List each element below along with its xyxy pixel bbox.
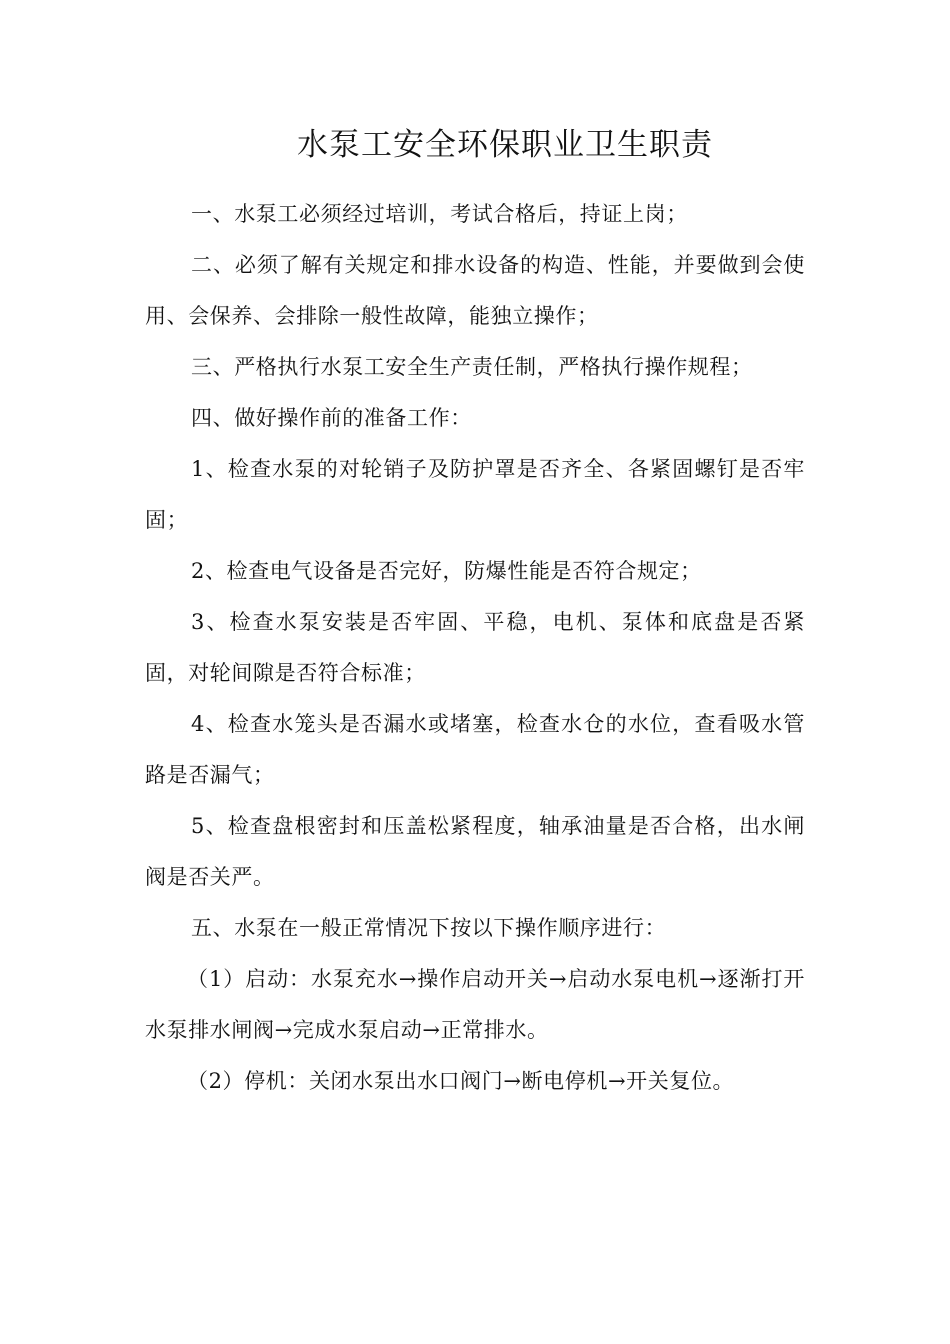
document-body (145, 189, 805, 1107)
paragraph-check-2: 2、检查电气设备是否完好，防爆性能是否符合规定； (191, 559, 702, 583)
paragraph-knowledge: 二、必须了解有关规定和排水设备的构造、性能，并要做到会使用、会保养、会排除一般性故障，能独立操作； (145, 253, 805, 328)
paragraph-check-3: 3、检查水泵安装是否牢固、平稳，电机、泵体和底盘是否紧固，对轮间隙是否符合标准； (145, 610, 805, 685)
paragraph-training: 一、水泵工必须经过培训，考试合格后，持证上岗； (191, 202, 688, 226)
document-title: 水泵工安全环保职业卫生职责 (297, 127, 713, 163)
paragraph-preparation: 四、做好操作前的准备工作： (191, 406, 472, 430)
paragraph-operation-order: 五、水泵在一般正常情况下按以下操作顺序进行： (191, 916, 667, 940)
paragraph-check-4: 4、检查水笼头是否漏水或堵塞，检查水仓的水位，查看吸水管路是否漏气； (145, 712, 805, 787)
paragraph-check-1: 1、检查水泵的对轮销子及防护罩是否齐全、各紧固螺钉是否牢固； (145, 457, 805, 532)
paragraph-shutdown: （2）停机：关闭水泵出水口阀门→断电停机→开关复位。 (187, 1069, 735, 1093)
paragraph-startup: （1）启动：水泵充水→操作启动开关→启动水泵电机→逐渐打开水泵排水闸阀→完成水泵启动→正常排水。 (145, 967, 805, 1042)
paragraph-check-5: 5、检查盘根密封和压盖松紧程度，轴承油量是否合格，出水闸阀是否关严。 (145, 814, 805, 889)
paragraph-regulations: 三、严格执行水泵工安全生产责任制，严格执行操作规程； (191, 355, 753, 379)
